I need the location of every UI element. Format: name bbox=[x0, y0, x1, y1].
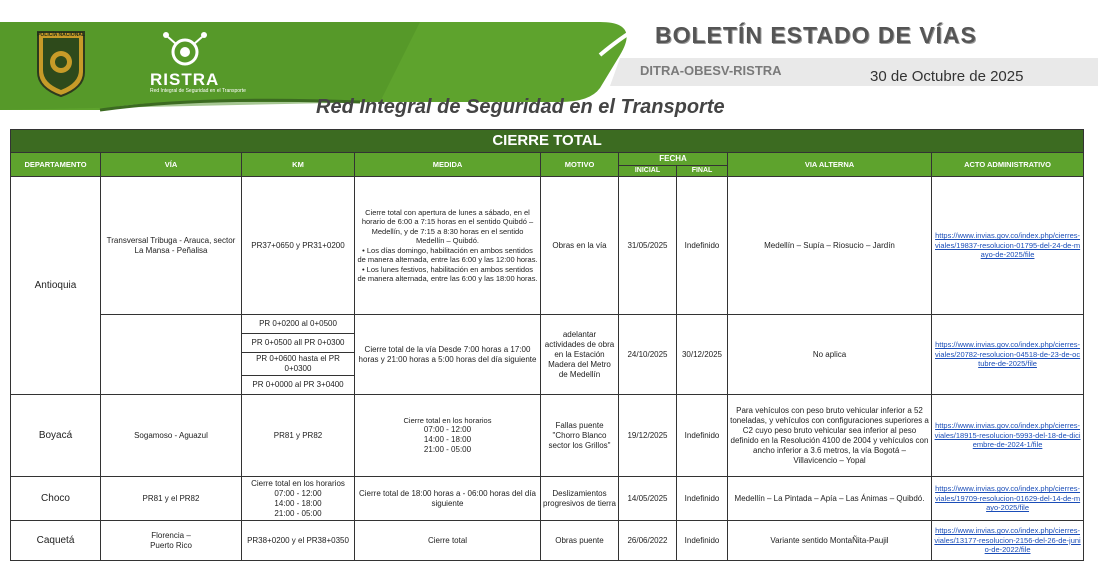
cell-medida bbox=[355, 177, 541, 315]
cell-motivo: Obras en la vía bbox=[541, 177, 619, 315]
cell-km: PR 0+0500 all PR 0+0300 bbox=[242, 334, 355, 353]
col-header-motivo: MOTIVO bbox=[541, 153, 619, 177]
cell-inicial: 14/05/2025 bbox=[619, 477, 677, 521]
cell-acto-link[interactable]: https://www.invias.gov.co/index.php/cierres-viales/20782-resolucion-04518-de-23-de-octubre-de-2025/file bbox=[932, 315, 1084, 395]
ristra-logo-name: RISTRA bbox=[150, 70, 220, 89]
cell-medida: Cierre total bbox=[355, 521, 541, 561]
police-shield-logo bbox=[34, 28, 88, 98]
via-line: Florencia – bbox=[151, 530, 191, 540]
cell-medida: Cierre total de 18:00 horas a - 06:00 horas del día siguiente bbox=[355, 477, 541, 521]
table-row bbox=[11, 177, 1084, 315]
via-line: Puerto Rico bbox=[150, 540, 192, 550]
cell-departamento: Choco bbox=[11, 477, 101, 521]
page-title: BOLETÍN ESTADO DE VÍAS bbox=[655, 22, 977, 48]
cell-via-alterna: Para vehículos con peso bruto vehicular inferior a 52 toneladas, y vehículos con configuraciones superiores a C2 cuyo peso bruto vehicular sea inferior al peso definido en la Resolución 4100 de 2004 y vehículos con ancho inferior a 3.6 metros, la vía Bogotá – Villavicencio – Yopal bbox=[728, 395, 932, 477]
cell-inicial: 24/10/2025 bbox=[619, 315, 677, 395]
cell-via-alterna: Variante sentido MontaÑita-Paujil bbox=[728, 521, 932, 561]
cell-final: Indefinido bbox=[677, 395, 728, 477]
medida-line: 07:00 - 12:00 bbox=[423, 425, 472, 435]
cell-departamento: Antioquia bbox=[11, 177, 101, 395]
km-line: 14:00 - 18:00 bbox=[274, 498, 322, 508]
cell-km: PR 0+0200 al 0+0500 bbox=[242, 315, 355, 334]
col-header-via: VÍA bbox=[101, 153, 242, 177]
cell-acto-link[interactable]: https://www.invias.gov.co/index.php/cierres-viales/19837-resolucion-01795-del-24-de-mayo-de-2025/file bbox=[932, 177, 1084, 315]
cell-medida bbox=[355, 395, 541, 477]
page-subtitle: Red Integral de Seguridad en el Transporte bbox=[316, 96, 725, 118]
cell-via: PR81 y el PR82 bbox=[101, 477, 242, 521]
cell-via bbox=[101, 315, 242, 395]
bulletin-code: DITRA-OBESV-RISTRA bbox=[640, 63, 782, 78]
cell-final: 30/12/2025 bbox=[677, 315, 728, 395]
col-header-departamento: DEPARTAMENTO bbox=[11, 153, 101, 177]
cell-final: Indefinido bbox=[677, 477, 728, 521]
km-line: 21:00 - 05:00 bbox=[274, 508, 322, 518]
cell-km: PR81 y PR82 bbox=[242, 395, 355, 477]
cell-inicial: 19/12/2025 bbox=[619, 395, 677, 477]
header-banner bbox=[0, 0, 1098, 120]
table-row bbox=[11, 315, 1084, 334]
cell-km: PR 0+0600 hasta el PR 0+0300 bbox=[242, 353, 355, 376]
cell-via-alterna: Medellín – La Pintada – Apía – Las Ánimas – Quibdó. bbox=[728, 477, 932, 521]
cell-acto-link[interactable]: https://www.invias.gov.co/index.php/cierres-viales/18915-resolucion-5993-del-18-de-diciembre-de-2024-1/file bbox=[932, 395, 1084, 477]
table-row bbox=[11, 477, 1084, 521]
col-header-final: FINAL bbox=[677, 166, 728, 177]
table-row bbox=[11, 395, 1084, 477]
table-row bbox=[11, 521, 1084, 561]
medida-line: 21:00 - 05:00 bbox=[423, 445, 472, 455]
cell-km: PR 0+0000 al PR 3+0400 bbox=[242, 376, 355, 395]
cell-via-alterna: Medellín – Supía – Riosucio – Jardín bbox=[728, 177, 932, 315]
cell-final: Indefinido bbox=[677, 177, 728, 315]
cell-km: PR37+0650 y PR31+0200 bbox=[242, 177, 355, 315]
cell-km: PR38+0200 y el PR38+0350 bbox=[242, 521, 355, 561]
cell-inicial: 26/06/2022 bbox=[619, 521, 677, 561]
medida-line: • Los lunes festivos, habilitación en ambos sentidos de manera alternada, entre las 6:00 y las 18:00 horas. bbox=[357, 264, 538, 283]
cell-final: Indefinido bbox=[677, 521, 728, 561]
col-header-acto: ACTO ADMINISTRATIVO bbox=[932, 153, 1084, 177]
cell-inicial: 31/05/2025 bbox=[619, 177, 677, 315]
cell-acto-link[interactable]: https://www.invias.gov.co/index.php/cierres-viales/19709-resolucion-01629-del-14-de-mayo-2025/file bbox=[932, 477, 1084, 521]
col-header-fecha: FECHA bbox=[619, 153, 728, 166]
medida-line: Cierre total en los horarios bbox=[403, 415, 492, 425]
section-title: CIERRE TOTAL bbox=[11, 130, 1084, 153]
bulletin-date: 30 de Octubre de 2025 bbox=[870, 68, 1024, 85]
cell-via-alterna: No aplica bbox=[728, 315, 932, 395]
ristra-target-icon bbox=[160, 30, 210, 72]
cell-departamento: Boyacá bbox=[11, 395, 101, 477]
col-header-km: KM bbox=[242, 153, 355, 177]
cell-via: Sogamoso - Aguazul bbox=[101, 395, 242, 477]
km-line: 07:00 - 12:00 bbox=[274, 488, 322, 498]
medida-line: • Los días domingo, habilitación en ambos sentidos de manera alternada, entre las 6:00 y las 12:00 horas. bbox=[357, 245, 538, 264]
medida-line: 14:00 - 18:00 bbox=[423, 435, 472, 445]
col-header-medida: MEDIDA bbox=[355, 153, 541, 177]
road-closures-table bbox=[10, 129, 1084, 561]
col-header-inicial: INICIAL bbox=[619, 166, 677, 177]
cell-motivo: Deslizamientos progresivos de tierra bbox=[541, 477, 619, 521]
cell-motivo: adelantar actividades de obra en la Estación Madera del Metro de Medellín bbox=[541, 315, 619, 395]
medida-line: Medellín, y de 7:15 a 8:30 horas en el sentido Medellín – Quibdó. bbox=[371, 226, 524, 245]
cell-motivo: Fallas puente "Chorro Blanco sector los Grillos" bbox=[541, 395, 619, 477]
cell-departamento: Caquetá bbox=[11, 521, 101, 561]
km-line: Cierre total en los horarios bbox=[251, 478, 345, 488]
cell-via: Transversal Tribuga - Arauca, sector La Mansa - Peñalisa bbox=[101, 177, 242, 315]
cell-km bbox=[242, 477, 355, 521]
medida-line: Cierre total con apertura de lunes a sábado, en el horario de 6:00 a 7:15 horas en el sentido Quibdó – bbox=[361, 207, 534, 226]
cell-motivo: Obras puente bbox=[541, 521, 619, 561]
cell-via bbox=[101, 521, 242, 561]
col-header-via-alterna: VIA ALTERNA bbox=[728, 153, 932, 177]
shield-label: POLICÍA NACIONAL bbox=[37, 32, 85, 38]
cell-medida: Cierre total de la vía Desde 7:00 horas a 17:00 horas y 21:00 horas a 5:00 horas del día siguiente bbox=[355, 315, 541, 395]
ristra-logo-subtitle: Red Integral de Seguridad en el Transporte bbox=[150, 88, 246, 94]
cell-acto-link[interactable]: https://www.invias.gov.co/index.php/cierres-viales/13177-resolucion-2156-del-26-de-junio-de-2022/file bbox=[932, 521, 1084, 561]
